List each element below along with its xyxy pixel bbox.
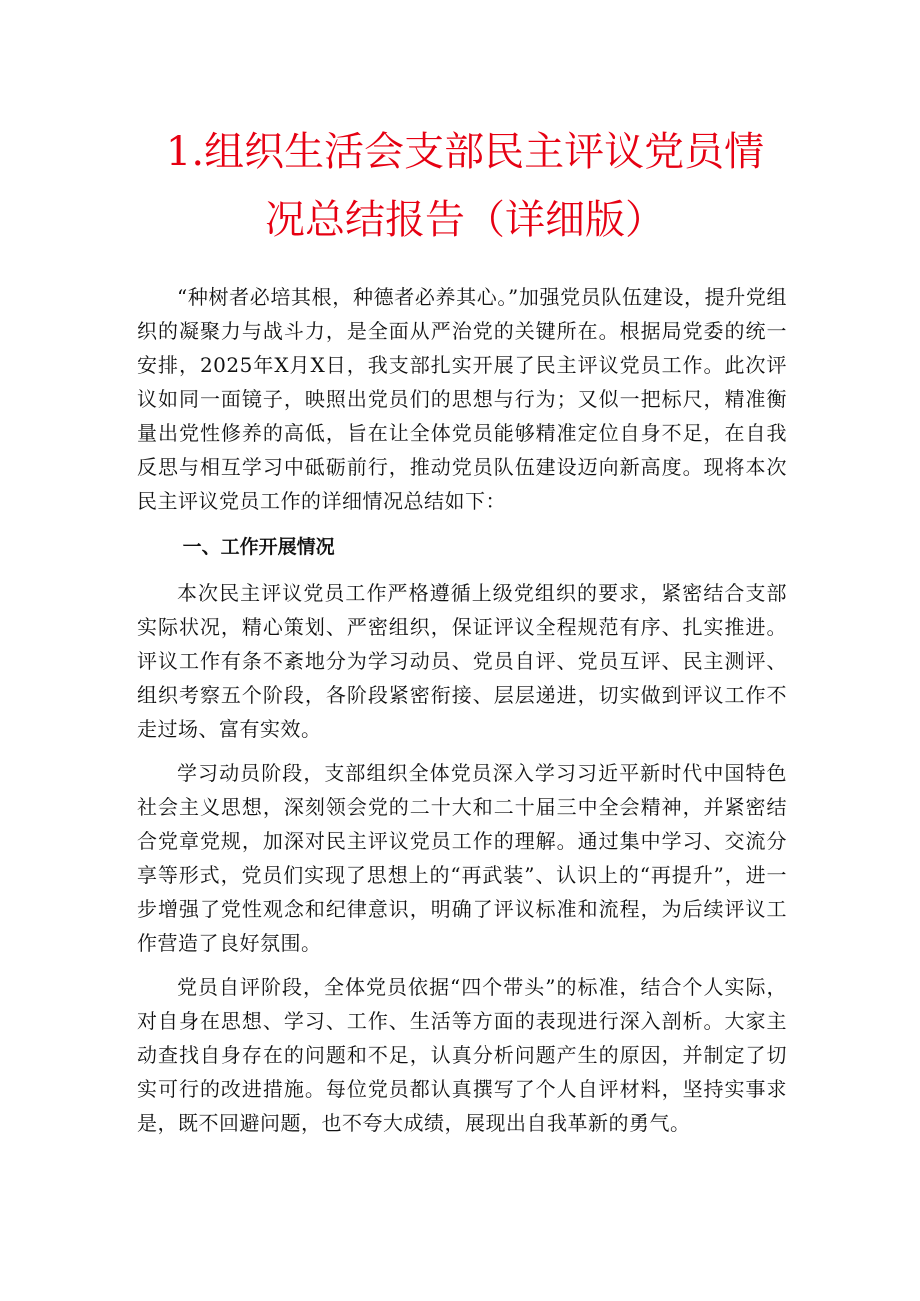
title-line-2: 况总结报告（详细版） [265,197,665,243]
document-body [137,280,787,1140]
title-line-1: 1.组织生活会支部民主评议党员情 [165,129,765,175]
document-title [140,118,790,254]
body-paragraph: 本次民主评议党员工作严格遵循上级党组织的要求，紧密结合支部实际状况，精心策划、严密组织，保证评议全程规范有序、扎实推进。评议工作有条不紊地分为学习动员、党员自评、党员互评、民主测评、组织考察五个阶段，各阶段紧密衔接、层层递进，切实做到评议工作不走过场、富有实效。 [137,581,787,741]
section-heading: 一、工作开展情况 [182,536,335,558]
body-paragraph: 党员自评阶段，全体党员依据“四个带头”的标准，结合个人实际，对自身在思想、学习、工作、生活等方面的表现进行深入剖析。大家主动查找自身存在的问题和不足，认真分析问题产生的原因，并制定了切实可行的改进措施。每位党员都认真撰写了个人自评材料，坚持实事求是，既不回避问题，也不夸大成绩，展现出自我革新的勇气。 [137,975,787,1135]
body-paragraph: 学习动员阶段，支部组织全体党员深入学习习近平新时代中国特色社会主义思想，深刻领会党的二十大和二十届三中全会精神，并紧密结合党章党规，加深对民主评议党员工作的理解。通过集中学习、交流分享等形式，党员们实现了思想上的“再武装”、认识上的“再提升”，进一步增强了党性观念和纪律意识，明确了评议标准和流程，为后续评议工作营造了良好氛围。 [137,761,787,955]
intro-paragraph: “种树者必培其根，种德者必养其心。”加强党员队伍建设，提升党组织的凝聚力与战斗力，是全面从严治党的关键所在。根据局党委的统一安排，2025年X月X日，我支部扎实开展了民主评议党员工作。此次评议如同一面镜子，映照出党员们的思想与行为；又似一把标尺，精准衡量出党性修养的高低，旨在让全体党员能够精准定位自身不足，在自我反思与相互学习中砥砺前行，推动党员队伍建设迈向新高度。现将本次民主评议党员工作的详细情况总结如下： [137,285,787,513]
